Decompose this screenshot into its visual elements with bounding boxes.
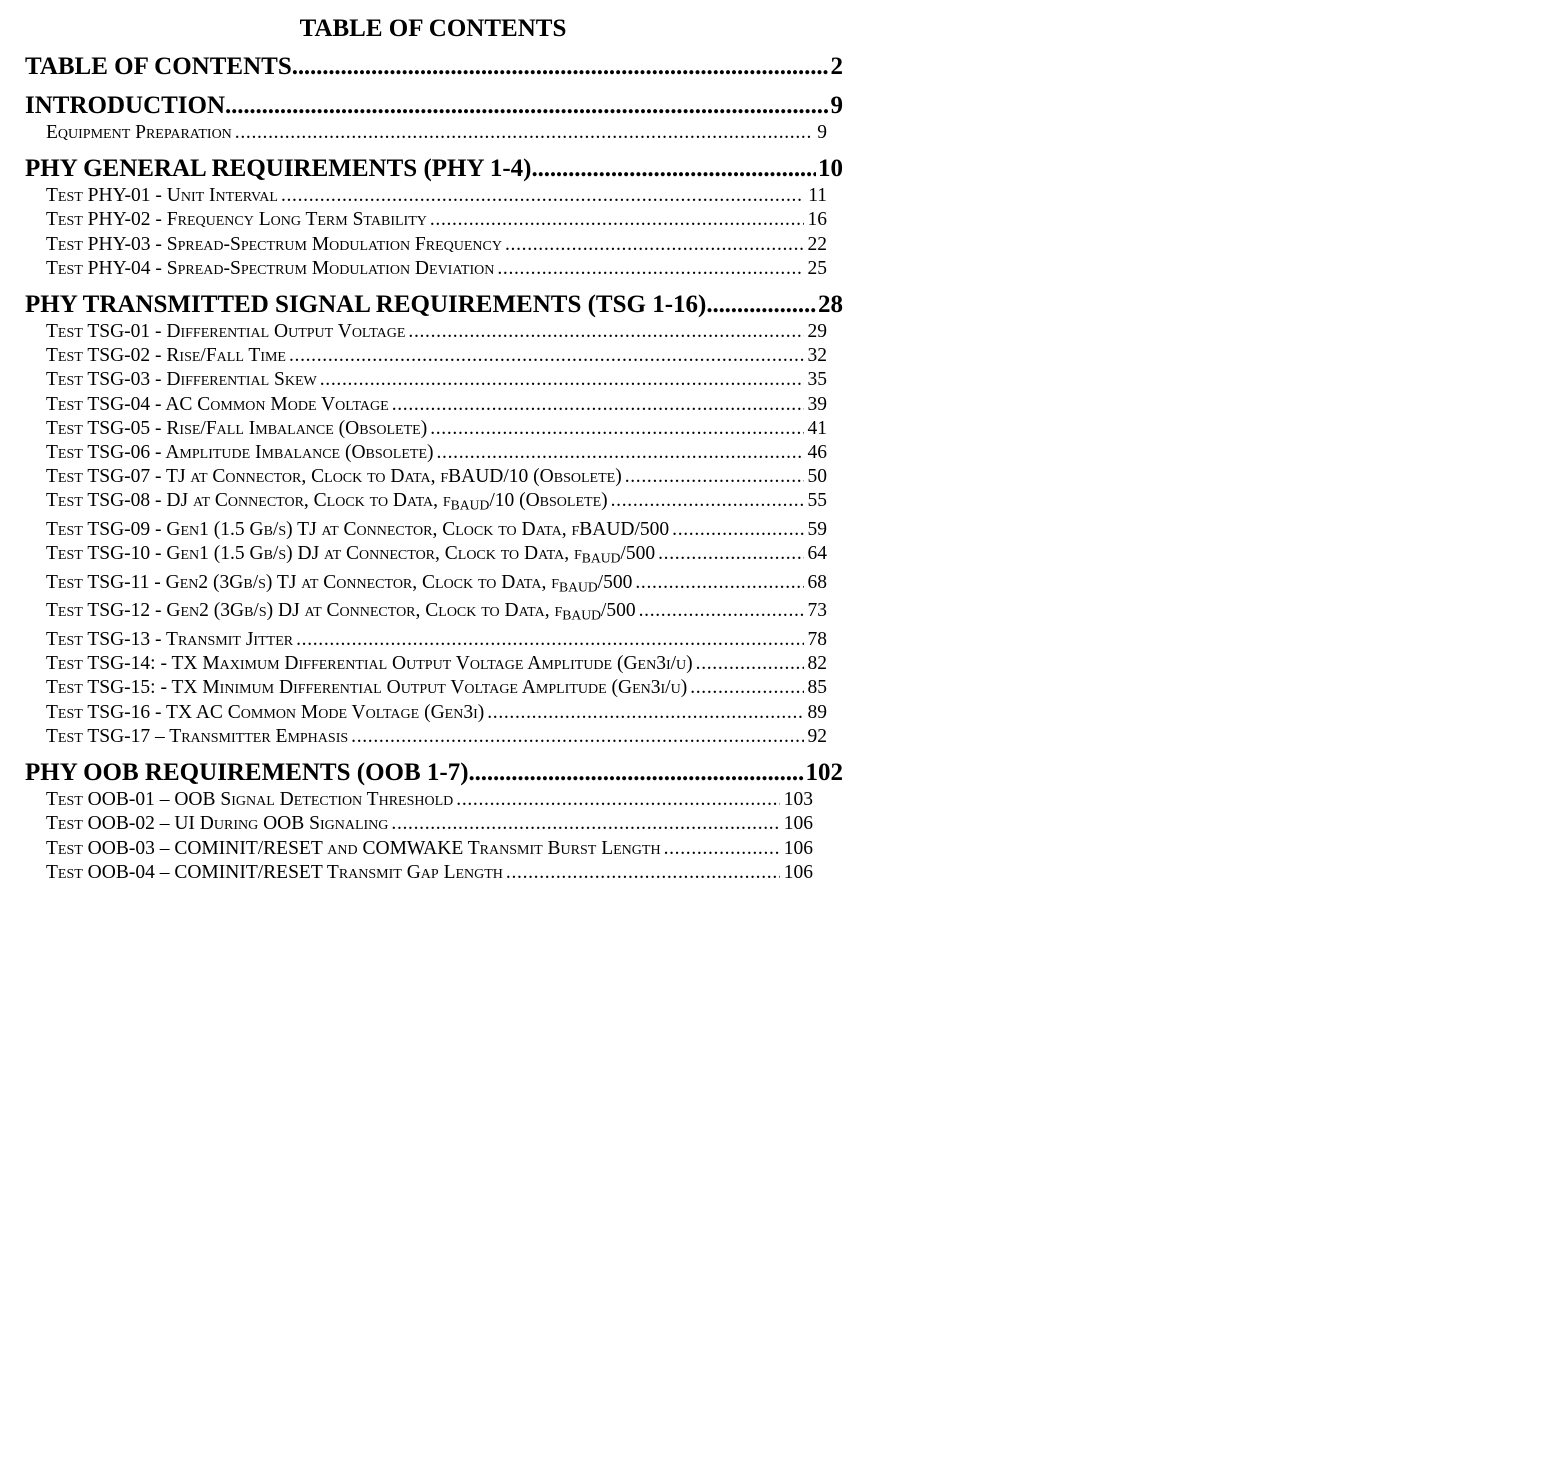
toc-page-number: 103 xyxy=(783,789,813,811)
toc-section-label: PHY GENERAL REQUIREMENTS (PHY 1-4) xyxy=(25,155,532,183)
toc-entry-subscript: BAUD xyxy=(450,497,490,513)
toc-entry-text: Test OOB-01 – OOB Signal Detection Threshold xyxy=(46,789,454,811)
toc-entry-label xyxy=(46,489,611,518)
toc-page-number: 35 xyxy=(807,369,827,391)
toc-entry-text: Test TSG-08 - DJ at Connector, Clock to Data, f xyxy=(46,490,451,512)
toc-entry-label xyxy=(46,652,696,676)
toc-entry-label xyxy=(46,571,635,600)
toc-page-number: 46 xyxy=(807,442,827,464)
toc-leader-dots xyxy=(430,208,804,232)
toc-entry-tail: /500 xyxy=(600,600,636,622)
toc-entry-text: Test TSG-12 - Gen2 (3Gb/s) DJ at Connector, Clock to Data, f xyxy=(46,600,563,622)
table-of-contents xyxy=(25,0,843,885)
toc-page-number: 85 xyxy=(807,677,827,699)
toc-entry[interactable] xyxy=(46,701,827,725)
toc-entry[interactable] xyxy=(46,599,827,628)
toc-leader-dots xyxy=(408,320,803,344)
toc-leader-dots xyxy=(281,184,804,208)
toc-entry[interactable] xyxy=(46,368,827,392)
toc-leader-dots xyxy=(469,758,804,788)
toc-leader-dots xyxy=(611,489,804,513)
toc-entry[interactable] xyxy=(46,542,827,571)
toc-entry[interactable] xyxy=(46,257,827,281)
toc-entry-label xyxy=(46,465,625,489)
toc-entry[interactable] xyxy=(46,208,827,232)
toc-entry-label xyxy=(46,368,320,392)
toc-page-number: 39 xyxy=(807,393,827,415)
toc-entry-label xyxy=(46,676,690,700)
toc-page-number: 9 xyxy=(817,122,827,143)
toc-entry-tail: /500 xyxy=(597,571,633,593)
toc-leader-dots xyxy=(225,91,828,121)
toc-page-number: 89 xyxy=(807,701,827,723)
toc-section-label: TABLE OF CONTENTS xyxy=(25,53,292,80)
toc-leader-dots xyxy=(635,571,803,595)
toc-entry-text: Test TSG-06 - Amplitude Imbalance (Obsolete) xyxy=(46,442,434,464)
toc-section-entry[interactable] xyxy=(25,154,843,184)
toc-leader-dots xyxy=(296,628,803,652)
toc-leader-dots xyxy=(639,599,804,623)
toc-page-number: 10 xyxy=(818,155,843,183)
toc-leader-dots xyxy=(690,676,803,700)
toc-entry-label xyxy=(46,542,658,571)
toc-entry[interactable] xyxy=(46,441,827,465)
toc-leader-dots xyxy=(506,861,780,885)
toc-entry[interactable] xyxy=(46,518,827,542)
toc-page-number: 9 xyxy=(830,92,843,119)
toc-page-number: 16 xyxy=(807,209,827,231)
toc-page-number: 106 xyxy=(783,813,813,835)
toc-section-entry[interactable] xyxy=(25,52,843,82)
toc-entry[interactable] xyxy=(46,812,813,836)
toc-entry-text: Test TSG-03 - Differential Skew xyxy=(46,369,317,391)
toc-leader-dots xyxy=(696,652,804,676)
toc-entry[interactable] xyxy=(46,393,827,417)
toc-entry-label xyxy=(46,837,664,861)
toc-entry-label xyxy=(46,208,430,232)
toc-entry-label xyxy=(46,184,281,208)
toc-entry-label xyxy=(46,320,408,344)
toc-leader-dots xyxy=(672,518,803,542)
toc-page-number: 41 xyxy=(807,417,827,439)
toc-body xyxy=(25,52,843,885)
toc-entry-text: Test TSG-04 - AC Common Mode Voltage xyxy=(46,393,389,415)
toc-entry-subscript: BAUD xyxy=(559,579,598,595)
toc-entry[interactable] xyxy=(46,788,813,812)
toc-page-number: 68 xyxy=(807,571,827,593)
toc-entry-text: Test TSG-05 - Rise/Fall Imbalance (Obsolete) xyxy=(46,417,428,439)
toc-entry[interactable] xyxy=(46,233,827,257)
toc-entry[interactable] xyxy=(46,417,827,441)
toc-section-entry[interactable] xyxy=(25,91,843,121)
toc-entry-subscript: BAUD xyxy=(562,607,601,623)
toc-entry-text: Test TSG-17 – Transmitter Emphasis xyxy=(46,725,349,747)
toc-leader-dots xyxy=(505,233,804,257)
toc-section-label: PHY TRANSMITTED SIGNAL REQUIREMENTS (TSG 1-16) xyxy=(25,291,707,319)
toc-entry[interactable] xyxy=(46,121,827,145)
toc-page-number: 92 xyxy=(807,725,827,747)
toc-entry-label xyxy=(46,441,437,465)
toc-entry-tail: /500 xyxy=(620,543,656,565)
toc-entry-label xyxy=(46,518,672,542)
toc-leader-dots xyxy=(391,812,779,836)
toc-entry[interactable] xyxy=(46,861,813,885)
toc-leader-dots xyxy=(658,542,803,566)
toc-leader-dots xyxy=(392,393,804,417)
toc-entry-text: Test PHY-04 - Spread-Spectrum Modulation Deviation xyxy=(46,257,495,279)
toc-entry-text: Test TSG-13 - Transmit Jitter xyxy=(46,629,294,651)
toc-leader-dots xyxy=(351,725,803,749)
toc-leader-dots xyxy=(706,290,816,320)
toc-page-number: 25 xyxy=(807,257,827,279)
toc-entry[interactable] xyxy=(46,184,827,208)
toc-page-number: 64 xyxy=(807,543,827,565)
toc-entry-text: Test OOB-02 – UI During OOB Signaling xyxy=(46,813,389,835)
toc-entry[interactable] xyxy=(46,628,827,652)
toc-entry-text: Test OOB-04 – COMINIT/RESET Transmit Gap Length xyxy=(46,861,503,883)
toc-entry-label xyxy=(46,701,487,725)
toc-entry[interactable] xyxy=(46,489,827,518)
toc-entry-label xyxy=(46,121,235,145)
toc-page-number: 28 xyxy=(818,291,843,319)
toc-entry-label xyxy=(46,725,351,749)
toc-page-number: 73 xyxy=(807,600,827,622)
toc-entry-label xyxy=(46,861,506,885)
toc-entry-text: Test OOB-03 – COMINIT/RESET and COMWAKE Transmit Burst Length xyxy=(46,837,661,859)
toc-section-entry[interactable] xyxy=(25,758,843,788)
toc-entry-subscript: BAUD xyxy=(581,550,621,566)
toc-leader-dots xyxy=(430,417,803,441)
toc-leader-dots xyxy=(320,368,804,392)
toc-entry[interactable] xyxy=(46,652,827,676)
toc-leader-dots xyxy=(497,257,803,281)
toc-page-number: 22 xyxy=(807,233,827,255)
toc-entry-text: Test TSG-16 - TX AC Common Mode Voltage (Gen3i) xyxy=(46,701,485,723)
toc-page-number: 59 xyxy=(807,519,827,541)
toc-page-number: 29 xyxy=(807,321,827,343)
toc-entry[interactable] xyxy=(46,837,813,861)
toc-entry-text: Test PHY-01 - Unit Interval xyxy=(46,185,278,207)
toc-page-number: 2 xyxy=(830,53,843,80)
toc-entry-tail: /10 (Obsolete) xyxy=(489,490,608,512)
toc-leader-dots xyxy=(437,441,804,465)
toc-leader-dots xyxy=(532,154,816,184)
toc-entry-text: Equipment Preparation xyxy=(46,122,232,143)
toc-entry-label xyxy=(46,788,456,812)
toc-page-number: 106 xyxy=(783,861,813,883)
toc-entry-text: Test TSG-10 - Gen1 (1.5 Gb/s) DJ at Connector, Clock to Data, f xyxy=(46,543,582,565)
toc-entry[interactable] xyxy=(46,571,827,600)
toc-entry[interactable] xyxy=(46,344,827,368)
toc-entry[interactable] xyxy=(46,320,827,344)
toc-entry-label xyxy=(46,628,296,652)
toc-entry-label xyxy=(46,233,505,257)
toc-entry-text: Test PHY-02 - Frequency Long Term Stability xyxy=(46,209,427,231)
toc-entry[interactable] xyxy=(46,725,827,749)
toc-entry-text: Test TSG-01 - Differential Output Voltage xyxy=(46,321,406,343)
toc-page-number: 32 xyxy=(807,345,827,367)
toc-section-label: INTRODUCTION xyxy=(25,92,226,119)
toc-page-number: 78 xyxy=(807,629,827,651)
toc-entry-label xyxy=(46,257,497,281)
toc-leader-dots xyxy=(235,121,813,145)
toc-entry-text: Test TSG-14: - TX Maximum Differential Output Voltage Amplitude (Gen3i/u) xyxy=(46,653,693,675)
toc-entry-text: Test TSG-02 - Rise/Fall Time xyxy=(46,345,286,367)
toc-entry-text: Test TSG-09 - Gen1 (1.5 Gb/s) TJ at Connector, Clock to Data, fBAUD/500 xyxy=(46,519,670,541)
toc-entry[interactable] xyxy=(46,676,827,700)
toc-entry-label xyxy=(46,344,289,368)
toc-leader-dots xyxy=(664,837,780,861)
toc-entry-label xyxy=(46,393,392,417)
toc-entry-label xyxy=(46,417,430,441)
toc-page-number: 82 xyxy=(807,653,827,675)
toc-entry-text: Test TSG-15: - TX Minimum Differential Output Voltage Amplitude (Gen3i/u) xyxy=(46,677,688,699)
toc-entry-text: Test TSG-11 - Gen2 (3Gb/s) TJ at Connector, Clock to Data, f xyxy=(46,571,560,593)
toc-section-label: PHY OOB REQUIREMENTS (OOB 1-7) xyxy=(25,759,469,787)
toc-entry-label xyxy=(46,599,639,628)
toc-page-number: 106 xyxy=(783,837,813,859)
toc-page-number: 102 xyxy=(805,759,843,787)
toc-leader-dots xyxy=(487,701,803,725)
toc-page-number: 11 xyxy=(808,185,827,207)
toc-entry-text: Test PHY-03 - Spread-Spectrum Modulation Frequency xyxy=(46,233,502,255)
toc-leader-dots xyxy=(456,788,779,812)
toc-entry-label xyxy=(46,812,391,836)
toc-entry-text: Test TSG-07 - TJ at Connector, Clock to Data, fBAUD/10 (Obsolete) xyxy=(46,466,622,488)
toc-section-entry[interactable] xyxy=(25,290,843,320)
toc-leader-dots xyxy=(625,465,804,489)
page-title: TABLE OF CONTENTS xyxy=(299,15,567,42)
toc-leader-dots xyxy=(292,52,829,82)
toc-entry[interactable] xyxy=(46,465,827,489)
toc-page-number: 50 xyxy=(807,466,827,488)
toc-leader-dots xyxy=(289,344,804,368)
toc-page-number: 55 xyxy=(807,490,827,512)
